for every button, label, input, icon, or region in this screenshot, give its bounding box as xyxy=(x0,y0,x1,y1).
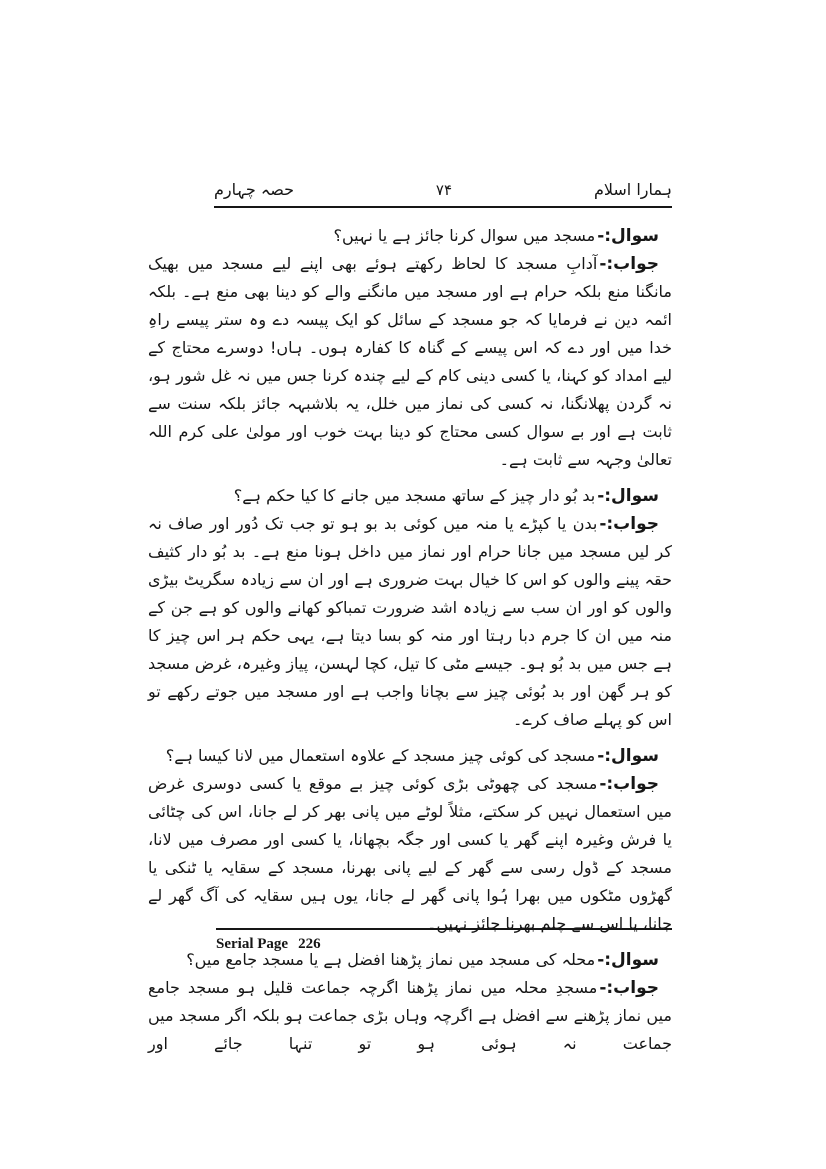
question-label: سوال:- xyxy=(597,226,659,246)
question-paragraph xyxy=(148,222,672,250)
answer-label: جواب:- xyxy=(599,978,659,998)
question-paragraph xyxy=(148,742,672,770)
question-label: سوال:- xyxy=(597,746,659,766)
question-label: سوال:- xyxy=(597,950,659,970)
answer-text: آدابِ مسجد کا لحاظ رکھتے ہوئے بھی اپنے لیے مسجد میں بھیک مانگنا منع بلکہ حرام ہے اور مسجد میں مانگنے والے کو دینا بھی منع ہے۔ بلکہ ائمہ دین نے فرمایا کہ جو مسجد کے سائل کو ایک پیسہ دے وہ ستر پیسے راہِ خدا میں اور دے کہ اس پیسے کے گناہ کا کفارہ ہوں۔ ہاں! دوسرے محتاج کے لیے امداد کو کہنا، یا کسی دینی کام کے لیے چندہ کرنا جس میں نہ غل شور ہو، نہ گردن پھلانگنا، نہ کسی کی نماز میں خلل، یہ بلاشبہہ جائز بلکہ سنت سے ثابت ہے اور بے سوال کسی محتاج کو دینا بہت خوب اور مولیٰ علی کرم اللہ تعالیٰ وجہہ سے ثابت ہے۔ xyxy=(148,254,672,469)
page-header xyxy=(214,180,672,208)
question-text: محلہ کی مسجد میں نماز پڑھنا افضل ہے یا مسجد جامع میں؟ xyxy=(186,950,596,969)
answer-label: جواب:- xyxy=(599,254,659,274)
header-part-title: حصہ چہارم xyxy=(214,180,294,199)
answer-paragraph xyxy=(148,510,672,734)
answer-paragraph xyxy=(148,250,672,474)
answer-text: بدن یا کپڑے یا منہ میں کوئی بد بو ہو تو جب تک دُور اور صاف نہ کر لیں مسجد میں جانا حرام اور نماز میں داخل ہونا منع ہے۔ بد بُو دار کثیف حقہ پینے والوں کو اس کا خیال بہت ضروری ہے اور ان سے زیادہ سگریٹ بیڑی والوں کو اور ان سب سے زیادہ اشد ضرورت تمباکو کھانے والوں کو ہے جن کے منہ میں ان کا جرم دبا رہتا اور منہ کو بسا دیتا ہے، یہی حکم ہر اس چیز کا ہے جس میں بد بُو ہو۔ جیسے مٹی کا تیل، کچا لہسن، پیاز وغیرہ، غرض مسجد کو ہر گھن اور بد بُوئی چیز سے بچانا واجب ہے اور مسجد میں جوتے رکھے تو اس کو پہلے صاف کرے۔ xyxy=(148,514,672,729)
question-text: مسجد میں سوال کرنا جائز ہے یا نہیں؟ xyxy=(333,226,596,245)
page-footer xyxy=(216,928,672,953)
question-text: بد بُو دار چیز کے ساتھ مسجد میں جانے کا کیا حکم ہے؟ xyxy=(233,486,596,505)
answer-paragraph xyxy=(148,770,672,938)
answer-label: جواب:- xyxy=(599,774,659,794)
question-text: مسجد کی کوئی چیز مسجد کے علاوہ استعمال میں لانا کیسا ہے؟ xyxy=(165,746,596,765)
answer-paragraph xyxy=(148,974,672,1058)
serial-page-label: Serial Page xyxy=(216,936,289,952)
serial-page-number: 226 xyxy=(298,936,321,952)
answer-label: جواب:- xyxy=(599,514,659,534)
header-book-title: ہمارا اسلام xyxy=(593,180,672,199)
serial-page-caption xyxy=(216,936,321,952)
header-page-number: ۷۴ xyxy=(435,181,453,199)
answer-text: مسجدِ محلہ میں نماز پڑھنا اگرچہ جماعت قلیل ہو مسجد جامع میں نماز پڑھنے سے افضل ہے اگرچہ وہاں بڑی جماعت ہو بلکہ اگر مسجد میں جماعت نہ ہوئی ہو تو تنہا جائے اور xyxy=(148,978,672,1053)
question-paragraph xyxy=(148,482,672,510)
question-label: سوال:- xyxy=(597,486,659,506)
answer-text: مسجد کی چھوٹی بڑی کوئی چیز بے موقع یا کسی دوسری غرض میں استعمال نہیں کر سکتے، مثلاً لوٹے میں پانی بھر کر لے جانا، اس کی چٹائی یا فرش وغیرہ اپنے گھر یا کسی اور جگہ بچھانا، یا کسی اور مصرف میں لانا، مسجد کے ڈول رسی سے گھر کے لیے پانی بھرنا، مسجد کے سقایہ یا ٹنکی یا گھڑوں مٹکوں میں بھرا ہُوا پانی گھر لے جانا، یوں ہیں سقایہ کی آگ گھر لے جانا، یا اس سے چلم بھرنا جائز نہیں۔ xyxy=(148,774,672,933)
